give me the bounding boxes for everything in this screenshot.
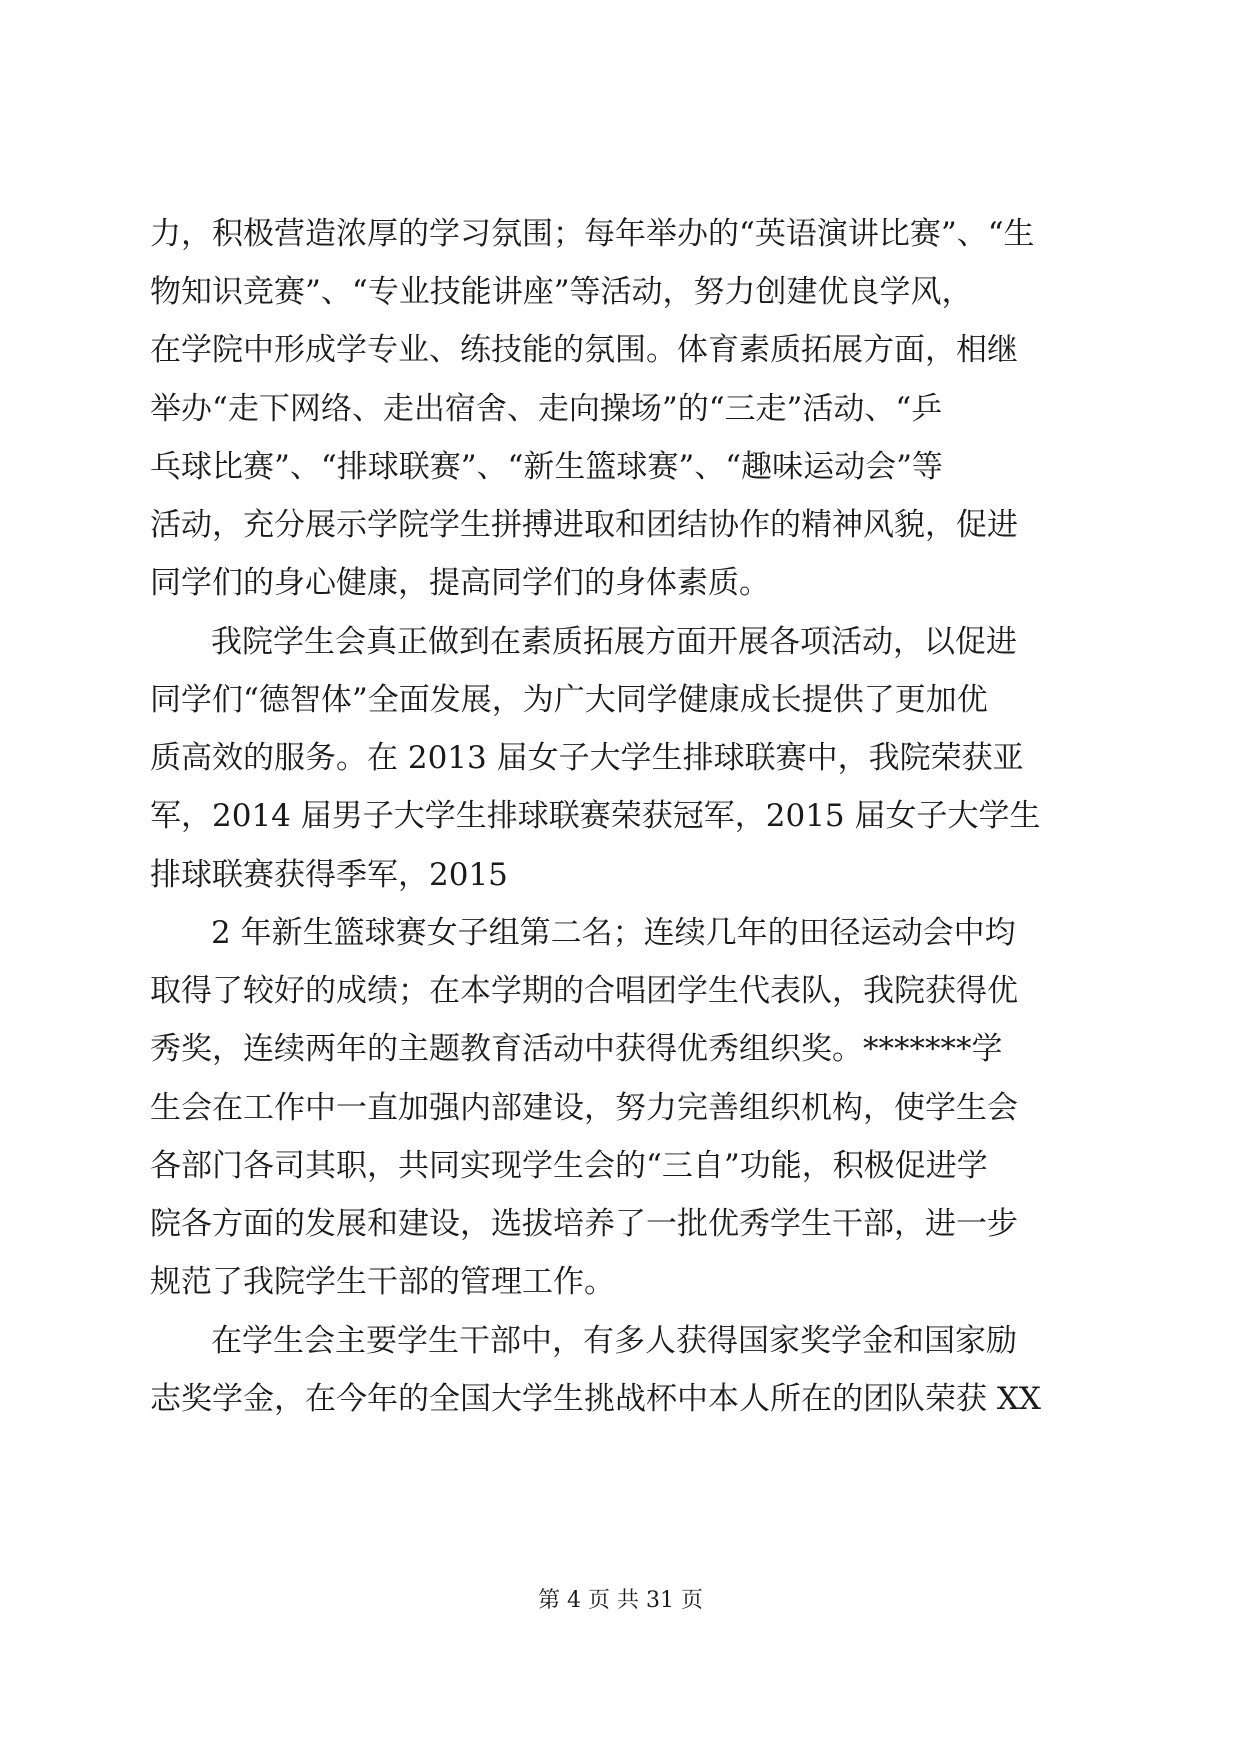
page-footer: 第 4 页 共 31 页 [538,1588,703,1613]
text-line-content: 我院学生会真正做到在素质拓展方面开展各项活动，以促进 [211,624,1017,660]
text-line [0,960,1241,1022]
text-line [0,611,1241,673]
text-line [0,378,1241,440]
text-line [0,1193,1241,1255]
text-line [0,552,1241,614]
text-line-content: 2 年新生篮球赛女子组第二名；连续几年的田径运动会中均 [211,915,1016,951]
text-line [0,785,1241,847]
text-line [0,844,1241,906]
text-line-content: 力，积极营造浓厚的学习氛围；每年举办的“英语演讲比赛”、“生 [150,216,1035,252]
text-line [0,1135,1241,1197]
text-line-content: 规范了我院学生干部的管理工作。 [150,1264,615,1300]
text-line-content: 质高效的服务。在 2013 届女子大学生排球联赛中，我院荣获亚 [150,740,1024,776]
text-line [0,1251,1241,1313]
text-line [0,494,1241,556]
text-line-content: 同学们“德智体”全面发展，为广大同学健康成长提供了更加优 [150,682,988,718]
text-line [0,902,1241,964]
text-line [0,1077,1241,1139]
text-line [0,203,1241,265]
text-line [0,669,1241,731]
text-line [0,1310,1241,1372]
text-line-content: 乓球比赛”、“排球联赛”、“新生篮球赛”、“趣味运动会”等 [150,449,943,485]
text-line [0,1368,1241,1430]
text-line-content: 举办“走下网络、走出宿舍、走向操场”的“三走”活动、“乒 [150,391,943,427]
text-line-content: 活动，充分展示学院学生拼搏进取和团结协作的精神风貌，促进 [150,507,1018,543]
text-line [0,261,1241,323]
text-line [0,436,1241,498]
text-line-content: 在学生会主要学生干部中，有多人获得国家奖学金和国家励 [211,1323,1017,1359]
text-line-content: 在学院中形成学专业、练技能的氛围。体育素质拓展方面，相继 [150,332,1018,368]
text-line-content: 院各方面的发展和建设，选拔培养了一批优秀学生干部，进一步 [150,1206,1018,1242]
text-line-content: 各部门各司其职，共同实现学生会的“三自”功能，积极促进学 [150,1148,988,1184]
text-line-content: 秀奖，连续两年的主题教育活动中获得优秀组织奖。*******学 [150,1031,1003,1067]
text-line-content: 同学们的身心健康，提高同学们的身体素质。 [150,565,770,601]
text-line [0,1018,1241,1080]
text-line-content: 生会在工作中一直加强内部建设，努力完善组织机构，使学生会 [150,1090,1018,1126]
text-line-content: 物知识竞赛”、“专业技能讲座”等活动，努力创建优良学风， [150,274,973,310]
text-line-content: 军，2014 届男子大学生排球联赛荣获冠军，2015 届女子大学生 [150,798,1041,834]
text-line-content: 排球联赛获得季军，2015 [150,857,508,893]
text-line-content: 志奖学金，在今年的全国大学生挑战杯中本人所在的团队荣获 XX [150,1381,1041,1417]
text-line [0,319,1241,381]
text-line-content: 取得了较好的成绩；在本学期的合唱团学生代表队，我院获得优 [150,973,1018,1009]
text-line [0,727,1241,789]
